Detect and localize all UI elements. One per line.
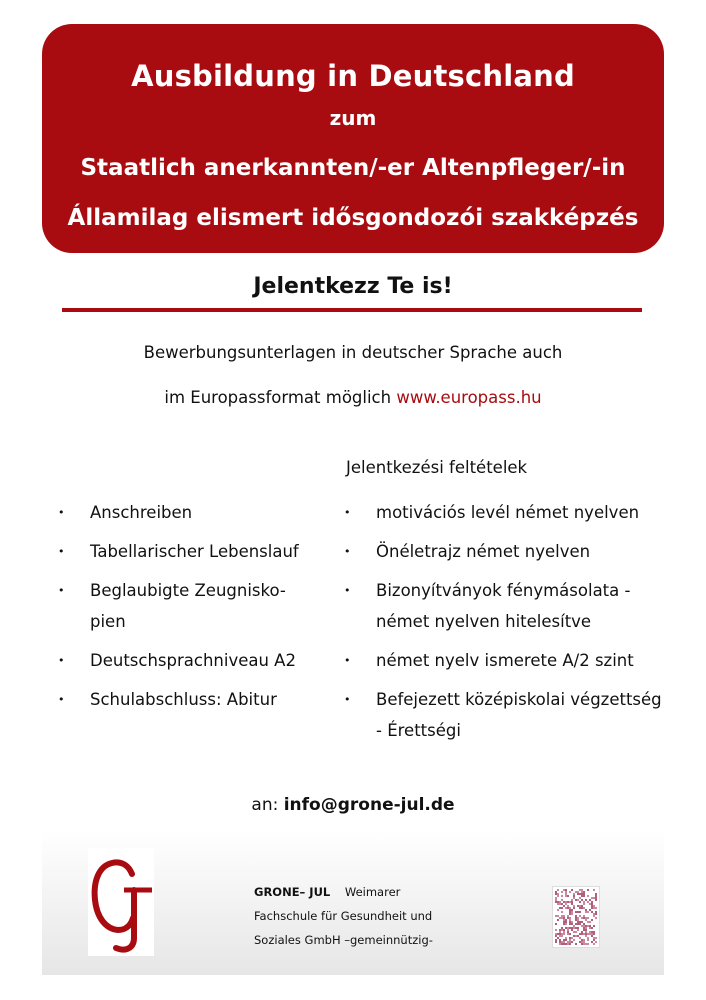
list-item-text: Tabellarischer Lebenslauf (90, 542, 299, 561)
contact-label: an: (251, 795, 284, 815)
contact-email[interactable]: info@grone-jul.de (283, 795, 455, 815)
hungarian-requirements-list (344, 497, 674, 754)
intro-line-2 (0, 390, 706, 407)
bullet-icon: • (58, 654, 65, 667)
contact-line (0, 797, 706, 814)
school-line-1 (254, 880, 433, 904)
footer (42, 830, 664, 975)
qr-pattern (553, 887, 599, 947)
list-item (344, 497, 674, 528)
divider-rule (62, 308, 642, 312)
school-logo (88, 848, 154, 956)
list-item (344, 684, 674, 746)
europass-link[interactable]: www.europass.hu (396, 388, 542, 407)
banner-hungarian-subtitle: Államilag elismert idősgondozói szakképzés (67, 205, 639, 231)
list-item (344, 575, 674, 637)
list-item-text-continued: pien (90, 612, 126, 631)
list-item-text: Beglaubigte Zeugnisko- (90, 581, 286, 600)
banner-connector: zum (329, 106, 377, 130)
intro-line-1: Bewerbungsunterlagen in deutscher Sprache auch (143, 343, 563, 362)
list-item-text-continued: - Érettségi (376, 721, 461, 740)
list-item-text: Befejezett középiskolai végzettség (376, 690, 662, 709)
qr-code-icon (552, 886, 600, 948)
school-city: Weimarer (344, 885, 401, 899)
list-item (344, 645, 674, 676)
list-item-text: Bizonyítványok fénymásolata - (376, 581, 631, 600)
call-to-action: Jelentkezz Te is! (253, 274, 453, 299)
list-item-text: Deutschsprachniveau A2 (90, 651, 296, 670)
list-item (58, 684, 323, 715)
bullet-icon: • (344, 584, 351, 597)
bullet-icon: • (344, 693, 351, 706)
bullet-icon: • (58, 545, 65, 558)
list-item-text: Önéletrajz német nyelven (376, 542, 591, 561)
bullet-icon: • (344, 506, 351, 519)
list-item-text: német nyelv ismerete A/2 szint (376, 651, 634, 670)
list-item (58, 645, 323, 676)
list-item (58, 536, 323, 567)
intro-line-2-text: im Europassformat möglich (164, 388, 397, 407)
bullet-icon: • (58, 506, 65, 519)
list-item (58, 497, 323, 528)
list-item-text: Anschreiben (90, 503, 193, 522)
german-requirements-list (58, 497, 323, 723)
list-item-text-continued: német nyelven hitelesítve (376, 612, 592, 631)
banner-german-subtitle: Staatlich anerkannten/-er Altenpfleger/-in (80, 155, 626, 181)
list-item (58, 575, 323, 637)
bullet-icon: • (344, 654, 351, 667)
title-banner (42, 24, 664, 253)
school-line-3: Soziales GmbH –gemeinnützig- (254, 933, 433, 947)
school-line-2: Fachschule für Gesundheit und (254, 909, 433, 923)
school-address (254, 880, 433, 952)
bullet-icon: • (58, 584, 65, 597)
list-item (344, 536, 674, 567)
list-item-text: Schulabschluss: Abitur (90, 690, 277, 709)
gj-logo-icon (88, 848, 154, 956)
school-name: GRONE– JUL (254, 885, 331, 899)
requirements-heading: Jelentkezési feltételek (346, 458, 528, 477)
bullet-icon: • (344, 545, 351, 558)
banner-title: Ausbildung in Deutschland (131, 59, 575, 93)
bullet-icon: • (58, 693, 65, 706)
list-item-text: motivációs levél német nyelven (376, 503, 640, 522)
